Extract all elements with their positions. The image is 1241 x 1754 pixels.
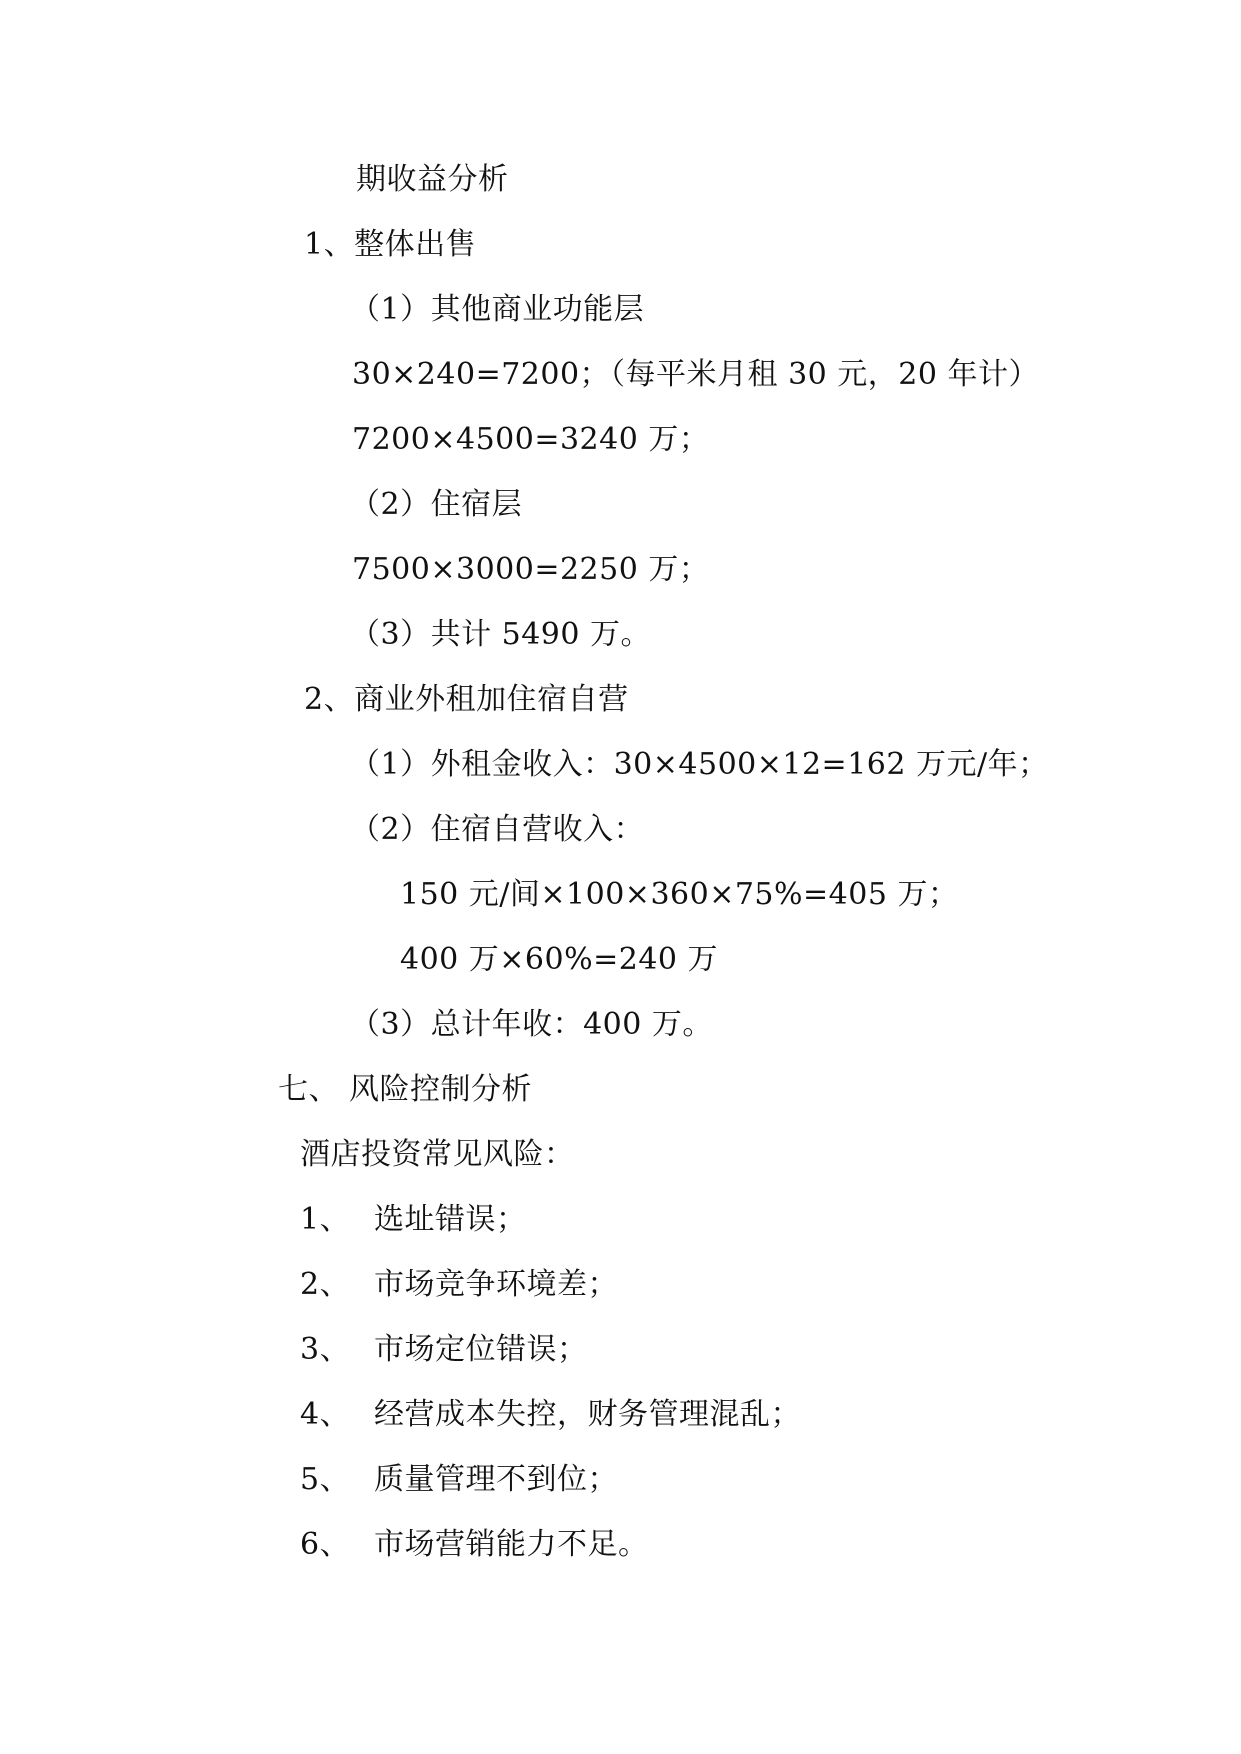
list-text: 经营成本失控，财务管理混乱；	[374, 1397, 801, 1432]
heading-risk-analysis: 七、 风险控制分析	[278, 1072, 533, 1107]
list-item	[300, 1460, 618, 1500]
item-sale-sum: （3）共计 5490 万。	[350, 617, 652, 652]
list-item	[300, 1200, 527, 1240]
item-lodging-floors: （2）住宿层	[350, 487, 523, 522]
list-text: 市场定位错误；	[374, 1332, 588, 1367]
list-number: 6、	[300, 1527, 351, 1562]
list-item	[300, 1330, 588, 1370]
calc-commercial-total: 7200×4500=3240 万；	[352, 422, 710, 457]
calc-rent-rate: 30×240=7200；（每平米月租 30 元，20 年计）	[352, 357, 1040, 392]
calc-net-revenue: 400 万×60%=240 万	[400, 942, 719, 977]
section-subtitle: 期收益分析	[356, 162, 509, 197]
calc-lodging-total: 7500×3000=2250 万；	[352, 552, 710, 587]
list-number: 3、	[300, 1332, 351, 1367]
list-text: 市场营销能力不足。	[374, 1527, 649, 1562]
heading-whole-sale: 1、整体出售	[304, 227, 477, 262]
list-number: 1、	[300, 1202, 351, 1237]
list-text: 选址错误；	[374, 1202, 527, 1237]
list-item	[300, 1525, 649, 1565]
list-number: 4、	[300, 1397, 351, 1432]
risk-intro: 酒店投资常见风险：	[300, 1137, 575, 1172]
list-number: 5、	[300, 1462, 351, 1497]
item-commercial-floors: （1）其他商业功能层	[350, 292, 645, 327]
item-lease-income: （1）外租金收入：30×4500×12=162 万元/年；	[350, 747, 1049, 782]
item-lodging-income: （2）住宿自营收入：	[350, 812, 645, 847]
list-text: 市场竞争环境差；	[374, 1267, 618, 1302]
list-number: 2、	[300, 1267, 351, 1302]
list-item	[300, 1265, 618, 1305]
item-annual-total: （3）总计年收：400 万。	[350, 1007, 713, 1042]
list-text: 质量管理不到位；	[374, 1462, 618, 1497]
calc-room-revenue: 150 元/间×100×360×75%=405 万；	[400, 877, 959, 912]
list-item	[300, 1395, 801, 1435]
heading-lease-self-operate: 2、商业外租加住宿自营	[304, 682, 629, 717]
